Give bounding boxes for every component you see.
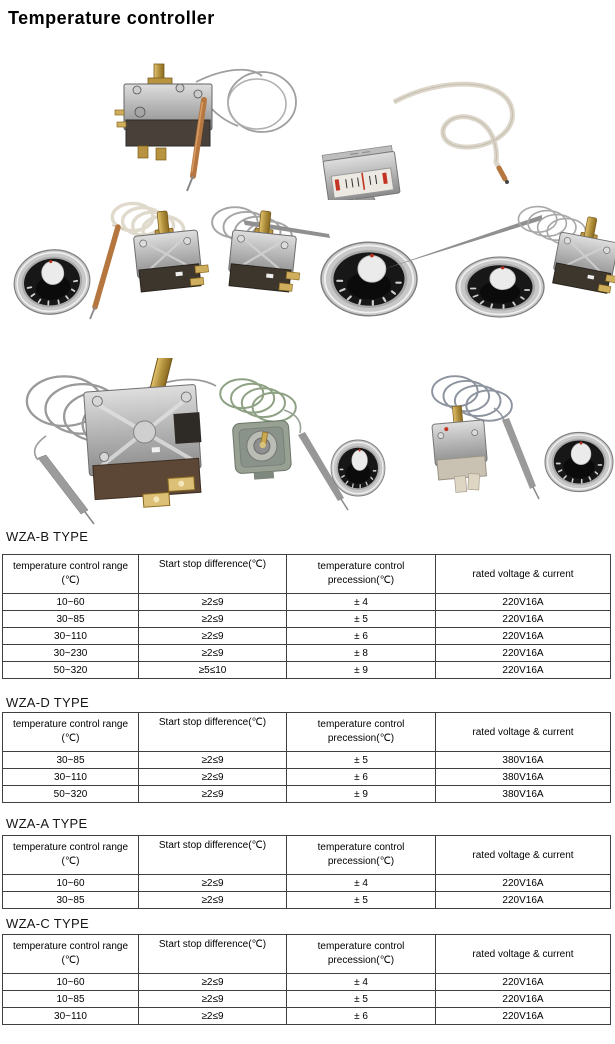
cell-precision: ± 9 — [287, 786, 436, 803]
cell-difference: ≥2≤9 — [139, 769, 287, 786]
table-row — [3, 628, 611, 645]
cell-difference: ≥2≤9 — [139, 875, 287, 892]
product-green-thermostat-coil-probe — [220, 379, 348, 510]
cell-voltage: 220V16A — [436, 991, 611, 1008]
table-header-row — [3, 555, 611, 594]
col-header-range — [3, 713, 139, 752]
section-heading-wza-c: WZA-C TYPE — [6, 916, 89, 931]
col-header-precision-line2: precession(℃) — [327, 955, 395, 966]
table-row — [3, 786, 611, 803]
col-header-range-line1: temperature control range — [12, 941, 129, 952]
thermostat-body — [430, 404, 489, 494]
cell-voltage: 380V16A — [436, 769, 611, 786]
col-header-range — [3, 935, 139, 974]
dial-knob-4 — [331, 440, 385, 496]
col-header-precision — [287, 935, 436, 974]
table-row — [3, 645, 611, 662]
product-thermostat-coil-needle — [212, 207, 330, 293]
table-row — [3, 892, 611, 909]
col-header-precision-line2: precession(℃) — [327, 856, 395, 867]
col-header-precision-line1: temperature control — [317, 719, 405, 730]
cell-precision: ± 6 — [287, 769, 436, 786]
table-row — [3, 875, 611, 892]
col-header-voltage: rated voltage & current — [436, 836, 611, 875]
cell-precision: ± 4 — [287, 875, 436, 892]
table-row — [3, 769, 611, 786]
col-header-voltage: rated voltage & current — [436, 713, 611, 752]
dial-knob-3 — [456, 257, 544, 317]
capillary-coil — [220, 379, 296, 421]
col-header-precision-line1: temperature control — [317, 561, 405, 572]
page-title: Temperature controller — [8, 8, 215, 28]
table-row — [3, 974, 611, 991]
cell-voltage: 220V16A — [436, 1008, 611, 1025]
spec-table-wza-d — [2, 712, 611, 803]
cell-voltage: 220V16A — [436, 892, 611, 909]
cell-precision: ± 4 — [287, 594, 436, 611]
spec-table-wza-a — [2, 835, 611, 909]
cell-voltage: 220V16A — [436, 645, 611, 662]
col-header-precision-line2: precession(℃) — [327, 733, 395, 744]
thermostat-body — [227, 208, 306, 293]
dial-knob-2 — [321, 242, 417, 316]
cell-voltage: 380V16A — [436, 752, 611, 769]
cell-range: 10~60 — [3, 594, 139, 611]
table-header-row — [3, 713, 611, 752]
cell-precision: ± 8 — [287, 645, 436, 662]
col-header-precision-line1: temperature control — [317, 941, 405, 952]
cell-range: 30~230 — [3, 645, 139, 662]
col-header-range-line1: temperature control range — [12, 561, 129, 572]
col-header-voltage: rated voltage & current — [436, 555, 611, 594]
table-row — [3, 752, 611, 769]
cell-precision: ± 6 — [287, 1008, 436, 1025]
cell-difference: ≥2≤9 — [139, 594, 287, 611]
cell-voltage: 220V16A — [436, 662, 611, 679]
col-header-difference: Start stop difference(℃) — [139, 935, 287, 974]
section-heading-wza-b: WZA-B TYPE — [6, 529, 89, 544]
col-header-precision — [287, 836, 436, 875]
table-row — [3, 662, 611, 679]
product-boxed-thermostat-cable — [322, 84, 512, 200]
cell-difference: ≥2≤9 — [139, 974, 287, 991]
cell-precision: ± 5 — [287, 611, 436, 628]
cell-precision: ± 5 — [287, 752, 436, 769]
cell-difference: ≥2≤9 — [139, 991, 287, 1008]
cable-capillary — [394, 84, 512, 184]
thermostat-body — [232, 420, 292, 481]
table-row — [3, 611, 611, 628]
col-header-range-line1: temperature control range — [12, 842, 129, 853]
col-header-precision — [287, 713, 436, 752]
cell-precision: ± 9 — [287, 662, 436, 679]
cell-range: 30~110 — [3, 628, 139, 645]
cell-voltage: 220V16A — [436, 628, 611, 645]
col-header-range — [3, 555, 139, 594]
cell-difference: ≥2≤9 — [139, 611, 287, 628]
cell-difference: ≥2≤9 — [139, 786, 287, 803]
col-header-range-line2: (℃) — [61, 955, 80, 966]
cell-difference: ≥2≤9 — [139, 1008, 287, 1025]
col-header-voltage: rated voltage & current — [436, 935, 611, 974]
cell-range: 50~320 — [3, 662, 139, 679]
thermostat-box-body — [322, 145, 402, 200]
product-photos-row-2 — [0, 195, 615, 325]
product-photos-row-3 — [0, 358, 615, 528]
col-header-range-line2: (℃) — [61, 733, 80, 744]
cell-precision: ± 5 — [287, 991, 436, 1008]
cell-difference: ≥5≤10 — [139, 662, 287, 679]
product-thermostat-copper-probe-white-coil — [90, 203, 210, 319]
cell-voltage: 220V16A — [436, 611, 611, 628]
product-large-thermostat-coil-probe — [27, 358, 216, 524]
cell-range: 30~85 — [3, 892, 139, 909]
table-row — [3, 991, 611, 1008]
col-header-range-line2: (℃) — [61, 856, 80, 867]
col-header-difference: Start stop difference(℃) — [139, 713, 287, 752]
cell-voltage: 220V16A — [436, 875, 611, 892]
cell-difference: ≥2≤9 — [139, 628, 287, 645]
cell-difference: ≥2≤9 — [139, 645, 287, 662]
cell-range: 10~85 — [3, 991, 139, 1008]
cell-range: 50~320 — [3, 786, 139, 803]
product-thermostat-copper-capillary — [115, 64, 296, 191]
table-header-row — [3, 836, 611, 875]
col-header-range-line1: temperature control range — [12, 719, 129, 730]
spec-table-wza-b — [2, 554, 611, 679]
cell-voltage: 380V16A — [436, 786, 611, 803]
cell-voltage: 220V16A — [436, 974, 611, 991]
col-header-precision — [287, 555, 436, 594]
copper-probe — [95, 227, 118, 307]
section-heading-wza-a: WZA-A TYPE — [6, 816, 88, 831]
cell-precision: ± 6 — [287, 628, 436, 645]
cell-difference: ≥2≤9 — [139, 892, 287, 909]
col-header-precision-line1: temperature control — [317, 842, 405, 853]
cell-range: 30~110 — [3, 769, 139, 786]
table-row — [3, 594, 611, 611]
product-small-thermostat-coil-probe — [430, 376, 539, 499]
col-header-range-line2: (℃) — [61, 575, 80, 586]
col-header-difference: Start stop difference(℃) — [139, 836, 287, 875]
product-photos-row-1 — [0, 60, 615, 200]
dial-knob-1 — [9, 244, 95, 320]
dial-knob-5 — [545, 432, 613, 491]
cell-range: 30~110 — [3, 1008, 139, 1025]
section-heading-wza-d: WZA-D TYPE — [6, 695, 89, 710]
table-header-row — [3, 935, 611, 974]
thermostat-body — [81, 358, 206, 511]
cell-precision: ± 5 — [287, 892, 436, 909]
col-header-precision-line2: precession(℃) — [327, 575, 395, 586]
cell-difference: ≥2≤9 — [139, 752, 287, 769]
cell-range: 30~85 — [3, 611, 139, 628]
probe — [502, 418, 536, 489]
cell-voltage: 220V16A — [436, 594, 611, 611]
table-row — [3, 1008, 611, 1025]
cell-range: 10~60 — [3, 875, 139, 892]
cell-range: 10~60 — [3, 974, 139, 991]
col-header-difference: Start stop difference(℃) — [139, 555, 287, 594]
spec-table-wza-c — [2, 934, 611, 1025]
cell-precision: ± 4 — [287, 974, 436, 991]
col-header-range — [3, 836, 139, 875]
cell-range: 30~85 — [3, 752, 139, 769]
probe — [38, 455, 88, 514]
